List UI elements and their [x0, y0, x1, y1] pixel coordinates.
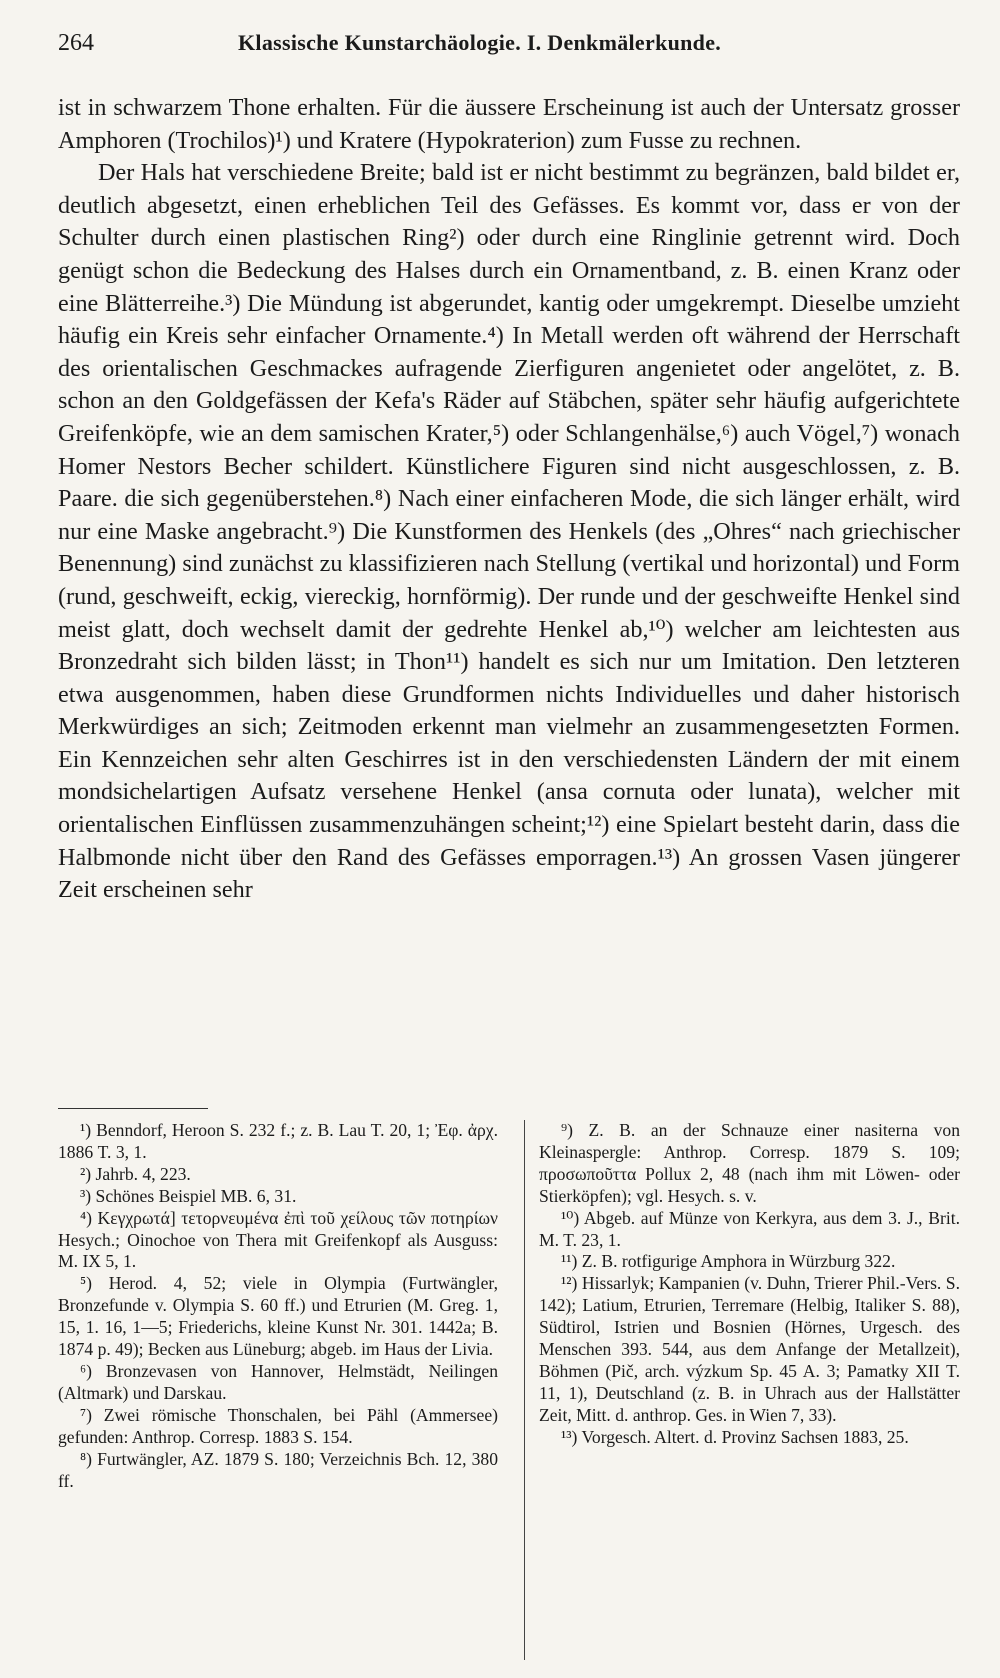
footnote: ¹¹) Z. B. rotfigurige Amphora in Würzburg 322.: [561, 1251, 896, 1272]
footnote: ⁹) Z. B. an der Schnauze einer nasiterna von Kleinaspergle: Anthrop. Corresp. 1879 S. 109; προσωποῦττα Pollux 2, 48 (nach ihm mit Löwen- oder Stierköpfen); vgl. Hesych. s. v.: [539, 1120, 960, 1206]
footnotes-right-column: [524, 1120, 960, 1660]
footnote: ³) Schönes Beispiel MB. 6, 31.: [80, 1185, 297, 1206]
footnote-divider: [58, 1108, 208, 1109]
footnotes: [58, 1120, 960, 1660]
page-number: 264: [58, 30, 94, 56]
footnote: ¹³) Vorgesch. Altert. d. Provinz Sachsen 1883, 25.: [561, 1426, 909, 1447]
running-title: Klassische Kunstarchäologie. I. Denkmälerkunde.: [238, 30, 722, 55]
footnote: ¹) Benndorf, Heroon S. 232 f.; z. B. Lau T. 20, 1; Ἐφ. ἀρχ. 1886 T. 3, 1.: [58, 1120, 498, 1162]
footnote: ¹²) Hissarlyk; Kampanien (v. Duhn, Trierer Phil.-Vers. S. 142); Latium, Etrurien, Terremare (Helbig, Italiker S. 88), Südtirol, Istrien und Bosnien (Hörnes, Urgesch. des Menschen 393. 544, aus dem Anfange der Metallzeit), Böhmen (Pič, arch. výzkum Sp. 45 A. 3; Pamatky XII T. 11, 1), Deutschland (z. B. in Uhrach aus der Hallstätter Zeit, Mitt. d. anthrop. Ges. in Wien 7, 33).: [539, 1273, 960, 1425]
footnote: ¹⁰) Abgeb. auf Münze von Kerkyra, aus dem 3. J., Brit. M. T. 23, 1.: [539, 1207, 960, 1250]
footnote: ²) Jahrb. 4, 223.: [80, 1163, 191, 1184]
main-text: [58, 92, 960, 1102]
paragraph: Der Hals hat verschiedene Breite; bald ist er nicht bestimmt zu begränzen, bald bildet er, deutlich abgesetzt, einen erheblichen Teil des Gefässes. Es kommt vor, dass er von der Schulter durch einen plastischen Ring²) oder durch eine Ringlinie getrennt wird. Doch genügt schon die Bedeckung des Halses durch ein Ornamentband, z. B. einen Kranz oder eine Blätterreihe.³) Die Mündung ist abgerundet, kantig oder umgekrempt. Dieselbe umzieht häufig ein Kreis sehr einfacher Ornamente.⁴) In Metall werden oft während der Herrschaft des orientalischen Geschmackes aufragende Zierfiguren angenietet oder angelötet, z. B. schon an den Goldgefässen der Kefa's Räder auf Stäbchen, später sehr häufig aufgerichtete Greifenköpfe, wie an dem samischen Krater,⁵) oder Schlangenhälse,⁶) auch Vögel,⁷) wonach Homer Nestors Becher schildert. Künstlichere Figuren sind nicht ausgeschlossen, z. B. Paare. die sich gegenüberstehen.⁸) Nach einer einfacheren Mode, die sich länger erhält, wird nur eine Maske angebracht.⁹) Die Kunstformen des Henkels (des „Ohres“ nach griechischer Benennung) sind zunächst zu klassifizieren nach Stellung (vertikal und horizontal) und Form (rund, geschweift, eckig, viereckig, hornförmig). Der runde und der geschweifte Henkel sind meist glatt, doch wechselt damit der gedrehte Henkel ab,¹⁰) welcher am leichtesten aus Bronzedraht sich bilden lässt; in Thon¹¹) handelt es sich nur um Imitation. Den letzteren etwa ausgenommen, haben diese Grundformen nichts Individuelles und daher historisch Merkwürdiges an sich; Zeitmoden erkennt man vielmehr an zusammengesetzten Formen. Ein Kennzeichen sehr alten Geschirres ist in den verschiedensten Ländern der mit einem mondsichelartigen Aufsatz versehene Henkel (ansa cornuta oder lunata), welcher mit orientalischen Einflüssen zusammenzuhängen scheint;¹²) eine Spielart besteht darin, dass die Halbmonde nicht über den Rand des Gefässes emporragen.¹³) An grossen Vasen jüngerer Zeit erscheinen sehr: [58, 159, 960, 904]
footnote: ⁸) Furtwängler, AZ. 1879 S. 180; Verzeichnis Bch. 12, 380 ff.: [58, 1448, 498, 1491]
footnote: ⁶) Bronzevasen von Hannover, Helmstädt, Neilingen (Altmark) und Darskau.: [58, 1360, 498, 1403]
footnotes-left-column: [58, 1120, 498, 1660]
footnote: ⁵) Herod. 4, 52; viele in Olympia (Furtwängler, Bronzefunde v. Olympia S. 60 ff.) und Etrurien (M. Greg. 1, 15, 1. 16, 1—5; Friederichs, kleine Kunst Nr. 301. 1442a; B. 1874 p. 49); Becken aus Lüneburg; abgeb. im Haus der Livia.: [58, 1273, 498, 1360]
footnote: ⁷) Zwei römische Thonschalen, bei Pähl (Ammersee) gefunden: Anthrop. Corresp. 1883 S. 154.: [58, 1404, 498, 1447]
footnote: ⁴) Κεγχρωτά] τετορνευμένα ἐπὶ τοῦ χείλους τῶν ποτηρίων Hesych.; Oinochoe von Thera mit Greifenkopf als Ausguss: M. IX 5, 1.: [58, 1207, 498, 1272]
page-header: [58, 30, 942, 70]
paragraph: ist in schwarzem Thone erhalten. Für die äussere Erscheinung ist auch der Untersatz grosser Amphoren (Trochilos)¹) und Kratere (Hypokraterion) zum Fusse zu rechnen.: [58, 94, 960, 154]
